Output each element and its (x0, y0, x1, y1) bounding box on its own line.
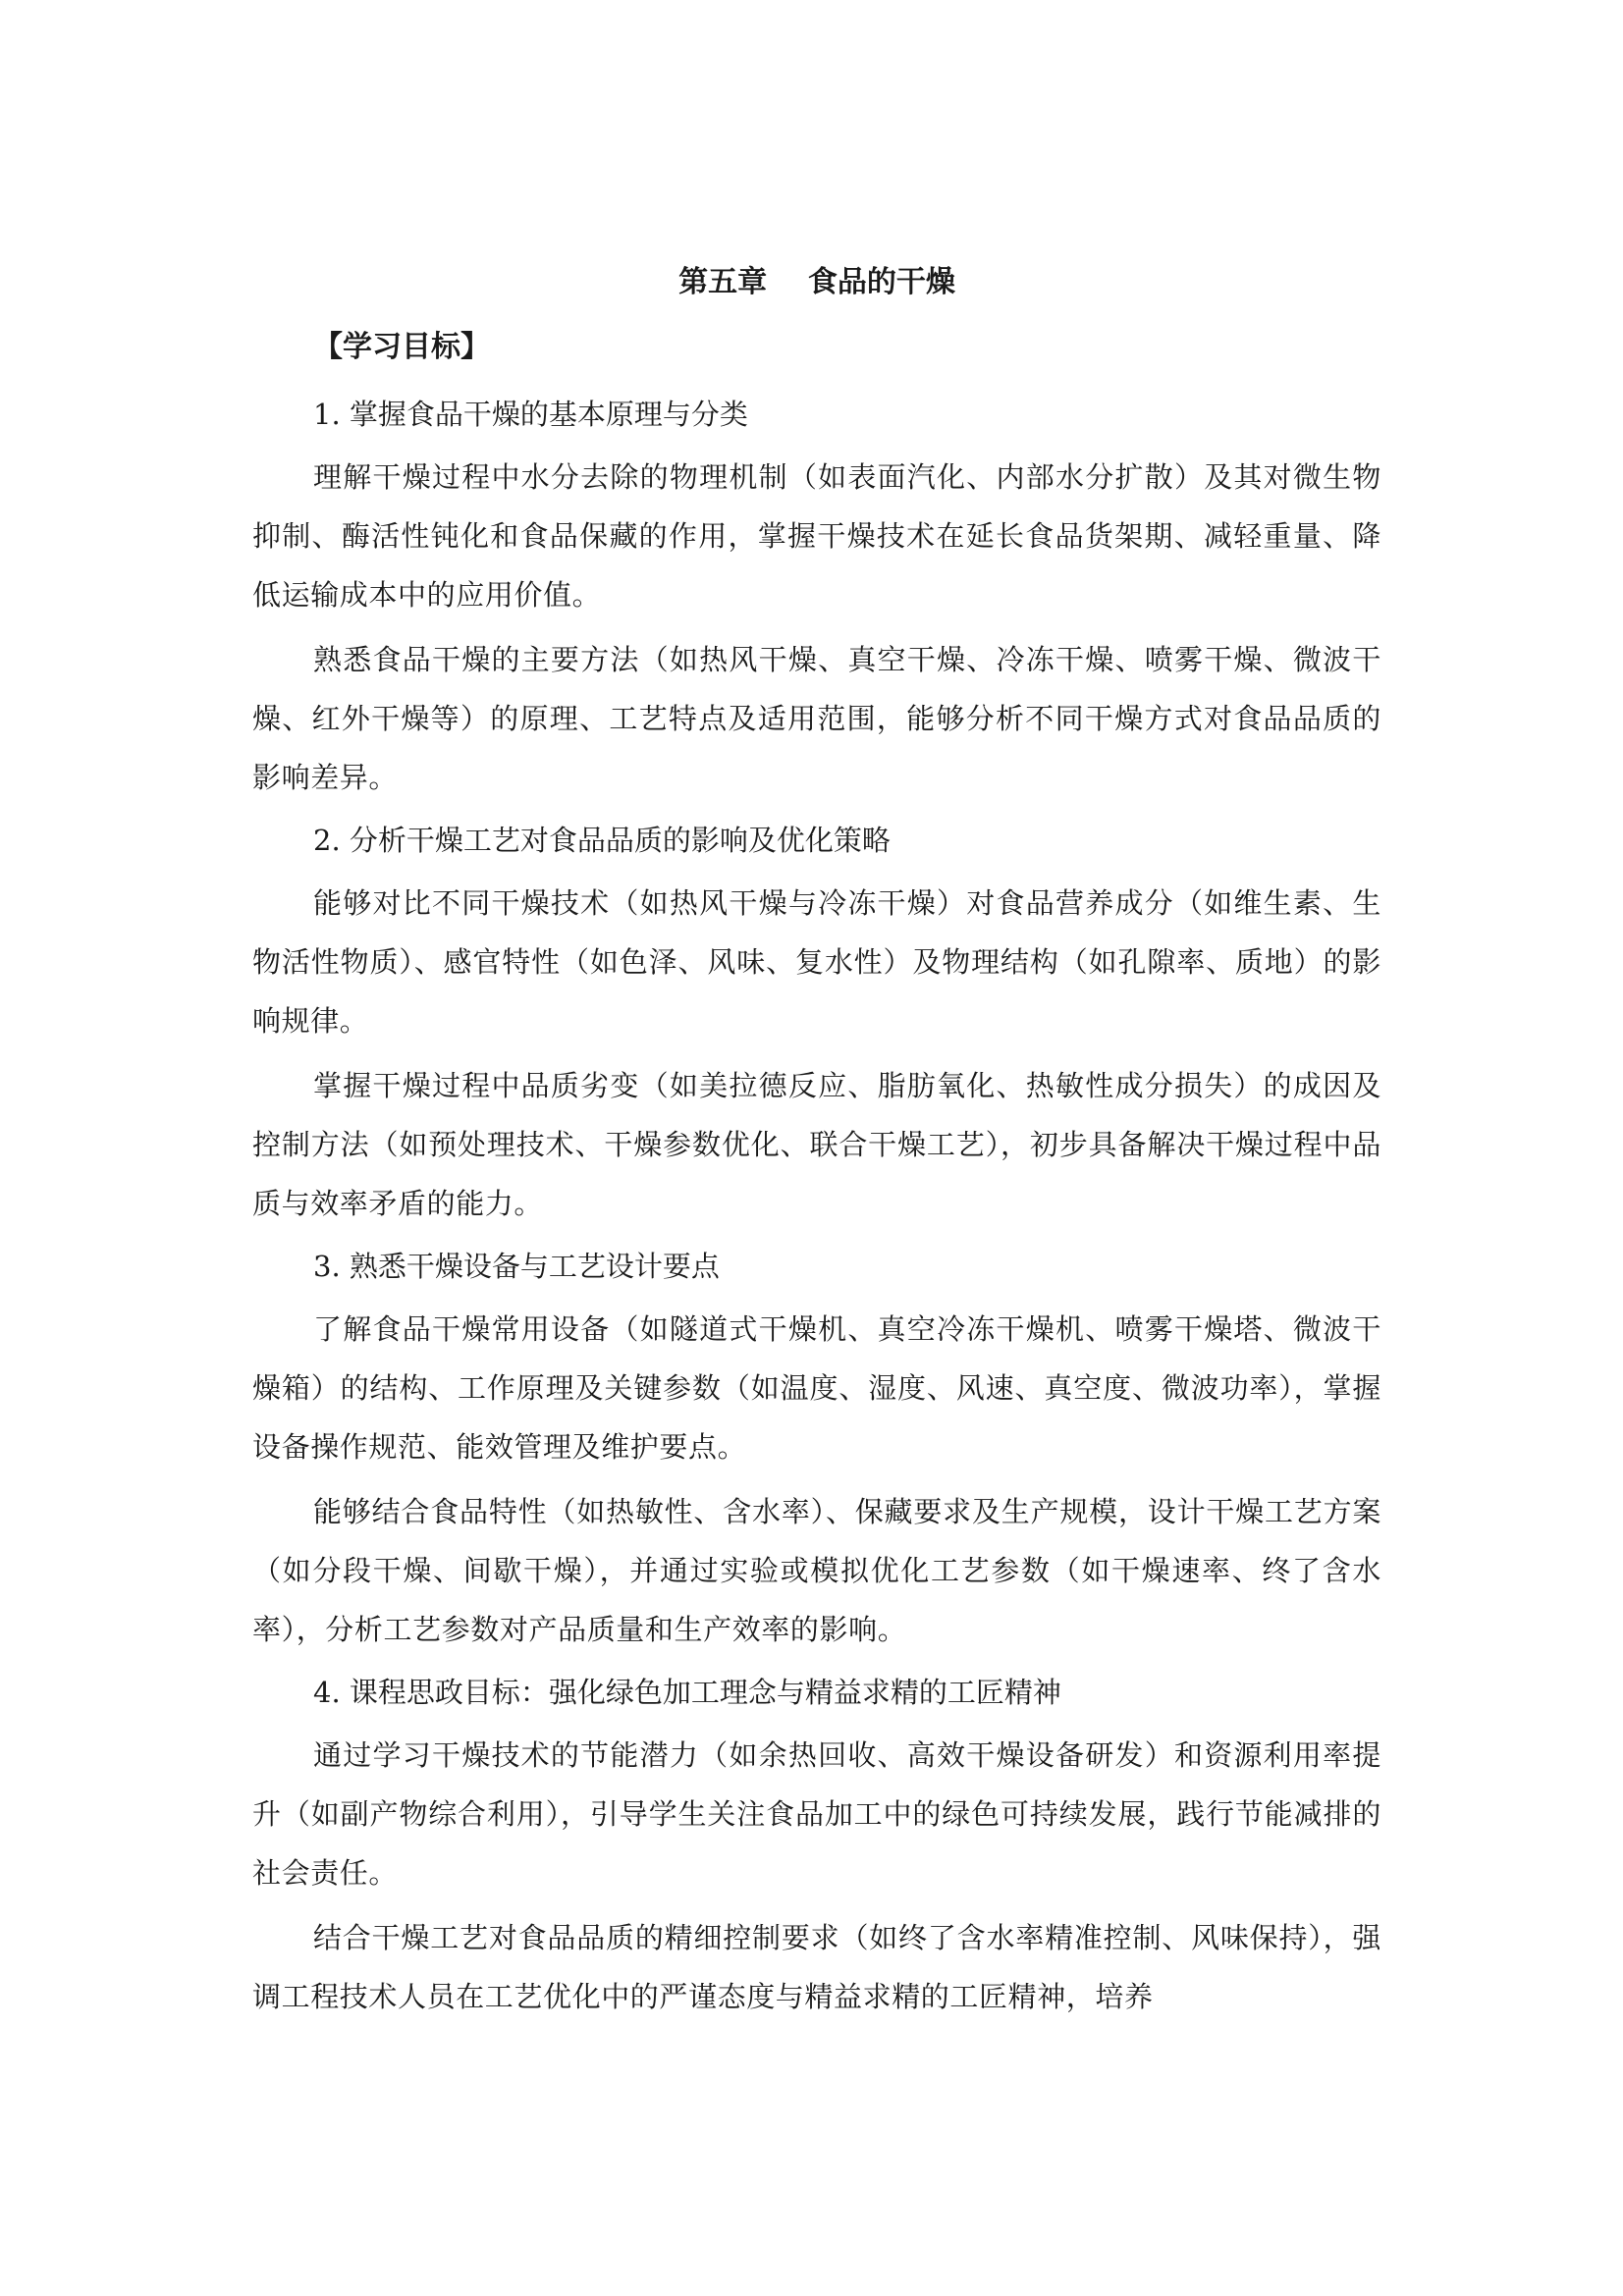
objective-heading: 3. 熟悉干燥设备与工艺设计要点 (313, 1250, 720, 1283)
paragraph: 了解食品干燥常用设备（如隧道式干燥机、真空冷冻干燥机、喷雾干燥塔、微波干燥箱）的结构、工作原理及关键参数（如温度、湿度、风速、真空度、微波功率），掌握设备操作规范、能效管理及维护要点。 (252, 1312, 1381, 1464)
objective-heading: 1. 掌握食品干燥的基本原理与分类 (313, 398, 748, 431)
objective-4 (252, 1665, 1381, 2026)
objective-heading: 2. 分析干燥工艺对食品品质的影响及优化策略 (313, 824, 891, 857)
objective-2 (252, 813, 1381, 1233)
chapter-title: 第五章 食品的干燥 (678, 265, 955, 299)
section-heading: 【学习目标】 (313, 330, 490, 364)
paragraph: 理解干燥过程中水分去除的物理机制（如表面汽化、内部水分扩散）及其对微生物抑制、酶活性钝化和食品保藏的作用，掌握干燥技术在延长食品货架期、减轻重量、降低运输成本中的应用价值。 (252, 460, 1381, 612)
paragraph: 能够对比不同干燥技术（如热风干燥与冷冻干燥）对食品营养成分（如维生素、生物活性物质）、感官特性（如色泽、风味、复水性）及物理结构（如孔隙率、质地）的影响规律。 (252, 886, 1381, 1038)
objective-1 (252, 387, 1381, 807)
paragraph: 掌握干燥过程中品质劣变（如美拉德反应、脂肪氧化、热敏性成分损失）的成因及控制方法（如预处理技术、干燥参数优化、联合干燥工艺），初步具备解决干燥过程中品质与效率矛盾的能力。 (252, 1069, 1381, 1220)
paragraph: 通过学习干燥技术的节能潜力（如余热回收、高效干燥设备研发）和资源利用率提升（如副产物综合利用），引导学生关注食品加工中的绿色可持续发展，践行节能减排的社会责任。 (252, 1738, 1381, 1890)
objective-3 (252, 1239, 1381, 1659)
document-page (252, 257, 1381, 2032)
objective-heading: 4. 课程思政目标：强化绿色加工理念与精益求精的工匠精神 (313, 1676, 1061, 1709)
paragraph: 熟悉食品干燥的主要方法（如热风干燥、真空干燥、冷冻干燥、喷雾干燥、微波干燥、红外干燥等）的原理、工艺特点及适用范围，能够分析不同干燥方式对食品品质的影响差异。 (252, 643, 1381, 794)
paragraph: 能够结合食品特性（如热敏性、含水率）、保藏要求及生产规模，设计干燥工艺方案（如分段干燥、间歇干燥），并通过实验或模拟优化工艺参数（如干燥速率、终了含水率），分析工艺参数对产品质量和生产效率的影响。 (252, 1495, 1381, 1646)
paragraph: 结合干燥工艺对食品品质的精细控制要求（如终了含水率精准控制、风味保持），强调工程技术人员在工艺优化中的严谨态度与精益求精的工匠精神，培养 (252, 1921, 1381, 2013)
